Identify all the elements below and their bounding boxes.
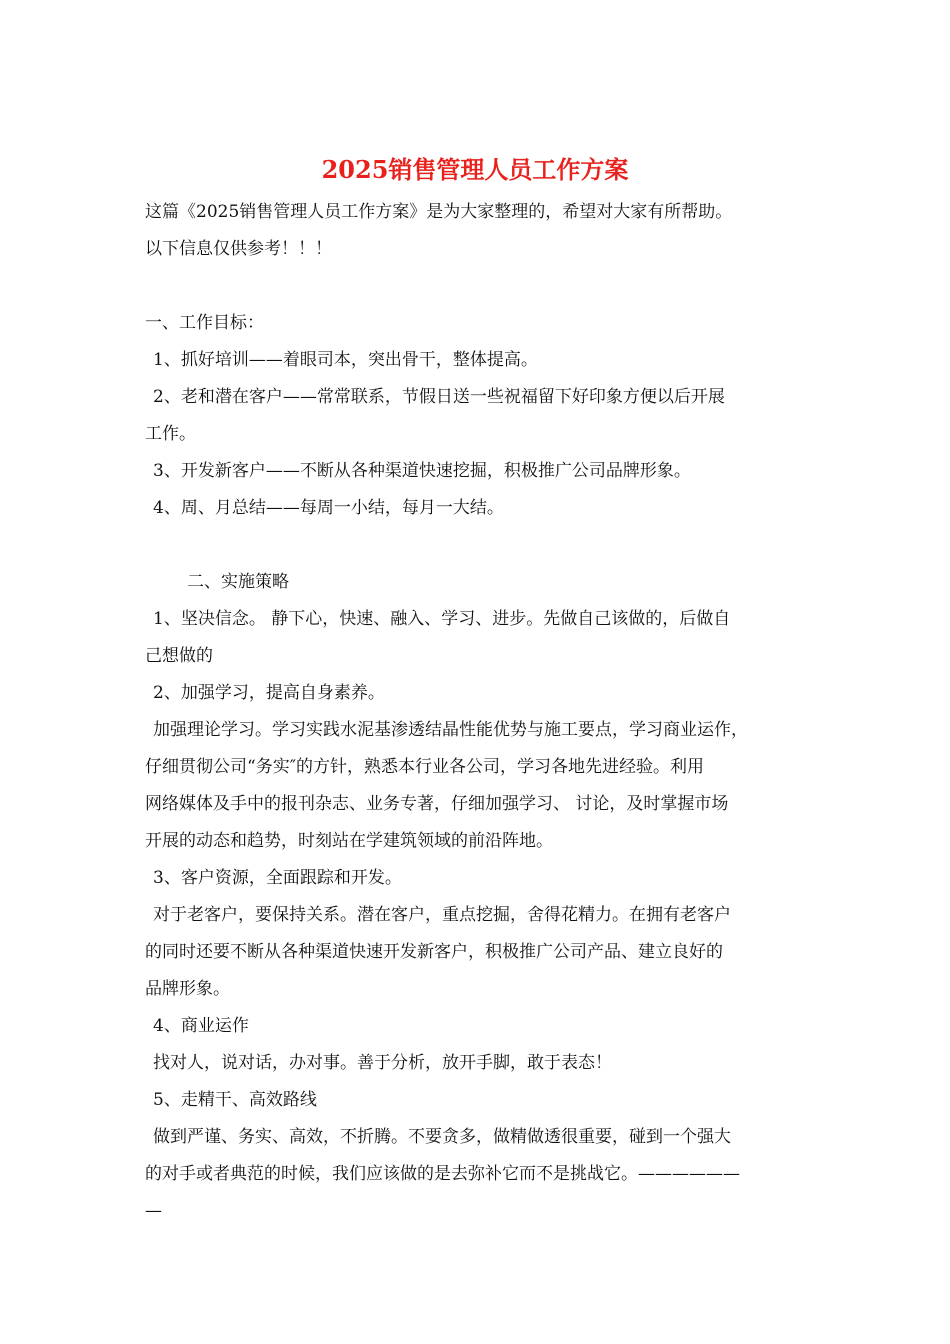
document-body xyxy=(145,194,815,1230)
paragraph-line: 对于老客户，要保持关系。潜在客户，重点挖掘，舍得花精力。在拥有老客户 xyxy=(153,905,731,925)
paragraph-line: 找对人，说对话，办对事。善于分析，放开手脚，敢于表态！ xyxy=(153,1053,612,1073)
paragraph-line: 3、开发新客户——不断从各种渠道快速挖掘，积极推广公司品牌形象。 xyxy=(153,461,691,481)
paragraph-line: 的同时还要不断从各种渠道快速开发新客户，积极推广公司产品、建立良好的 xyxy=(145,942,723,962)
paragraph-line: 工作。 xyxy=(145,424,196,444)
paragraph-line: 2、加强学习，提高自身素养。 xyxy=(153,683,385,703)
paragraph-line: 这篇《2025销售管理人员工作方案》是为大家整理的，希望对大家有所帮助。 xyxy=(145,202,733,222)
paragraph-line: 1、抓好培训——着眼司本，突出骨干，整体提高。 xyxy=(153,350,538,370)
paragraph-line: 1、坚决信念。 静下心，快速、融入、学习、进步。先做自己该做的，后做自 xyxy=(153,609,731,629)
paragraph-line: 4、周、月总结——每周一小结，每月一大结。 xyxy=(153,498,504,518)
paragraph-line: 一、工作目标： xyxy=(145,313,264,333)
paragraph-line: 以下信息仅供参考！！！ xyxy=(145,239,332,259)
paragraph-line: 网络媒体及手中的报刊杂志、业务专著，仔细加强学习、 讨论，及时掌握市场 xyxy=(145,794,729,814)
paragraph-line: 5、走精干、高效路线 xyxy=(153,1090,317,1110)
paragraph-line: 品牌形象。 xyxy=(145,979,230,999)
paragraph-line: 二、实施策略 xyxy=(187,572,289,592)
paragraph-line: 的对手或者典范的时候，我们应该做的是去弥补它而不是挑战它。—————— xyxy=(145,1164,740,1184)
paragraph-line: 开展的动态和趋势，时刻站在学建筑领域的前沿阵地。 xyxy=(145,831,553,851)
paragraph-line: 仔细贯彻公司“务实″的方针，熟悉本行业各公司，学习各地先进经验。利用 xyxy=(145,757,705,777)
paragraph-line: 4、商业运作 xyxy=(153,1016,249,1036)
blank-line xyxy=(145,527,815,564)
paragraph-line: 加强理论学习。学习实践水泥基渗透结晶性能优势与施工要点，学习商业运作， xyxy=(153,720,748,740)
paragraph-line: 3、客户资源，全面跟踪和开发。 xyxy=(153,868,402,888)
paragraph-line: 2、老和潜在客户——常常联系，节假日送一些祝福留下好印象方便以后开展 xyxy=(153,387,725,407)
blank-line xyxy=(145,268,815,305)
paragraph-line: 做到严谨、务实、高效，不折腾。不要贪多，做精做透很重要，碰到一个强大 xyxy=(153,1127,731,1147)
paragraph-line: — xyxy=(145,1201,162,1221)
paragraph-line: 己想做的 xyxy=(145,646,213,666)
document-title: 2025销售管理人员工作方案 xyxy=(321,155,629,184)
